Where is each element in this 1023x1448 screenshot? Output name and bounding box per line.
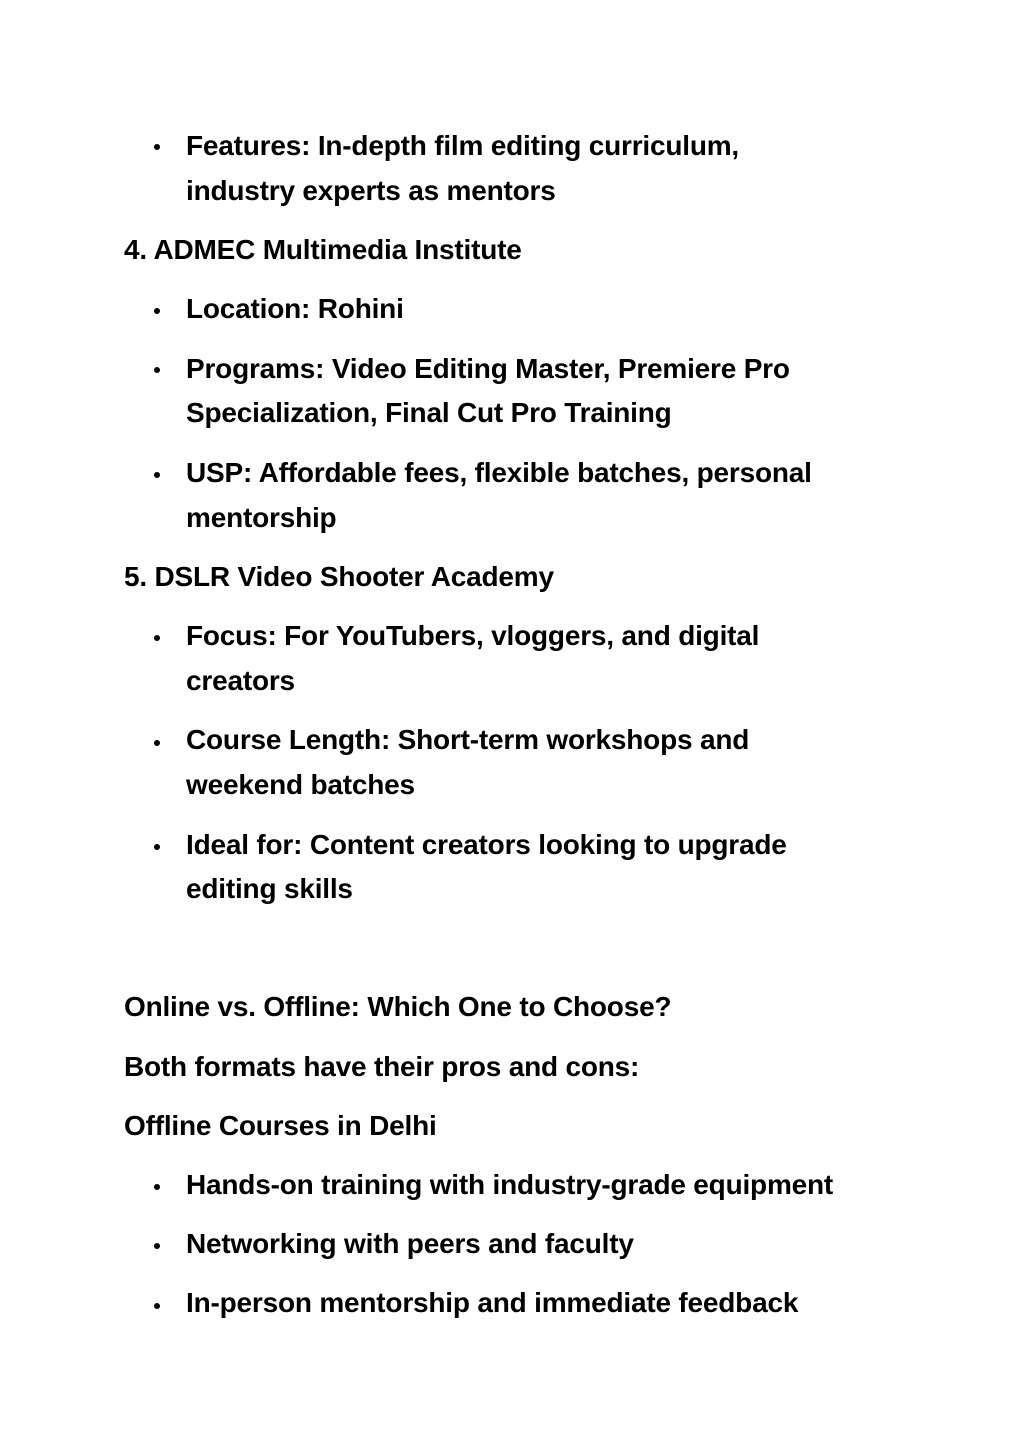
bullet-dot — [154, 144, 160, 150]
comparison-heading: Online vs. Offline: Which One to Choose? — [124, 991, 672, 1022]
bullet-dot — [154, 308, 160, 314]
dslr-focus-line-1: Focus: For YouTubers, vloggers, and digital — [186, 620, 760, 651]
bullet-dot — [154, 1243, 160, 1249]
bullet-dot — [154, 1303, 160, 1309]
bullet-dot — [154, 472, 160, 478]
offline-item: In-person mentorship and immediate feedback — [186, 1287, 799, 1318]
dslr-focus-line-2: creators — [186, 665, 295, 696]
admec-usp-line-1: USP: Affordable fees, flexible batches, personal — [186, 457, 812, 488]
offline-heading: Offline Courses in Delhi — [124, 1110, 437, 1141]
features-line-2: industry experts as mentors — [186, 175, 556, 206]
admec-heading: 4. ADMEC Multimedia Institute — [124, 234, 522, 265]
bullet-dot — [154, 367, 160, 373]
admec-programs-line-2: Specialization, Final Cut Pro Training — [186, 397, 672, 428]
comparison-intro: Both formats have their pros and cons: — [124, 1051, 640, 1082]
offline-item: Hands-on training with industry-grade equipment — [186, 1169, 834, 1200]
bullet-dot — [154, 1184, 160, 1190]
dslr-length-line-2: weekend batches — [186, 769, 415, 800]
bullet-dot — [154, 635, 160, 641]
admec-programs-line-1: Programs: Video Editing Master, Premiere Pro — [186, 353, 790, 384]
dslr-length-line-1: Course Length: Short-term workshops and — [186, 724, 750, 755]
admec-usp-line-2: mentorship — [186, 502, 337, 533]
bullet-dot — [154, 740, 160, 746]
dslr-ideal-line-2: editing skills — [186, 873, 353, 904]
admec-location: Location: Rohini — [186, 293, 404, 324]
dslr-heading: 5. DSLR Video Shooter Academy — [124, 561, 554, 592]
dslr-ideal-line-1: Ideal for: Content creators looking to upgrade — [186, 829, 787, 860]
offline-item: Networking with peers and faculty — [186, 1228, 634, 1259]
features-line-1: Features: In-depth film editing curriculum, — [186, 130, 739, 161]
bullet-dot — [154, 844, 160, 850]
